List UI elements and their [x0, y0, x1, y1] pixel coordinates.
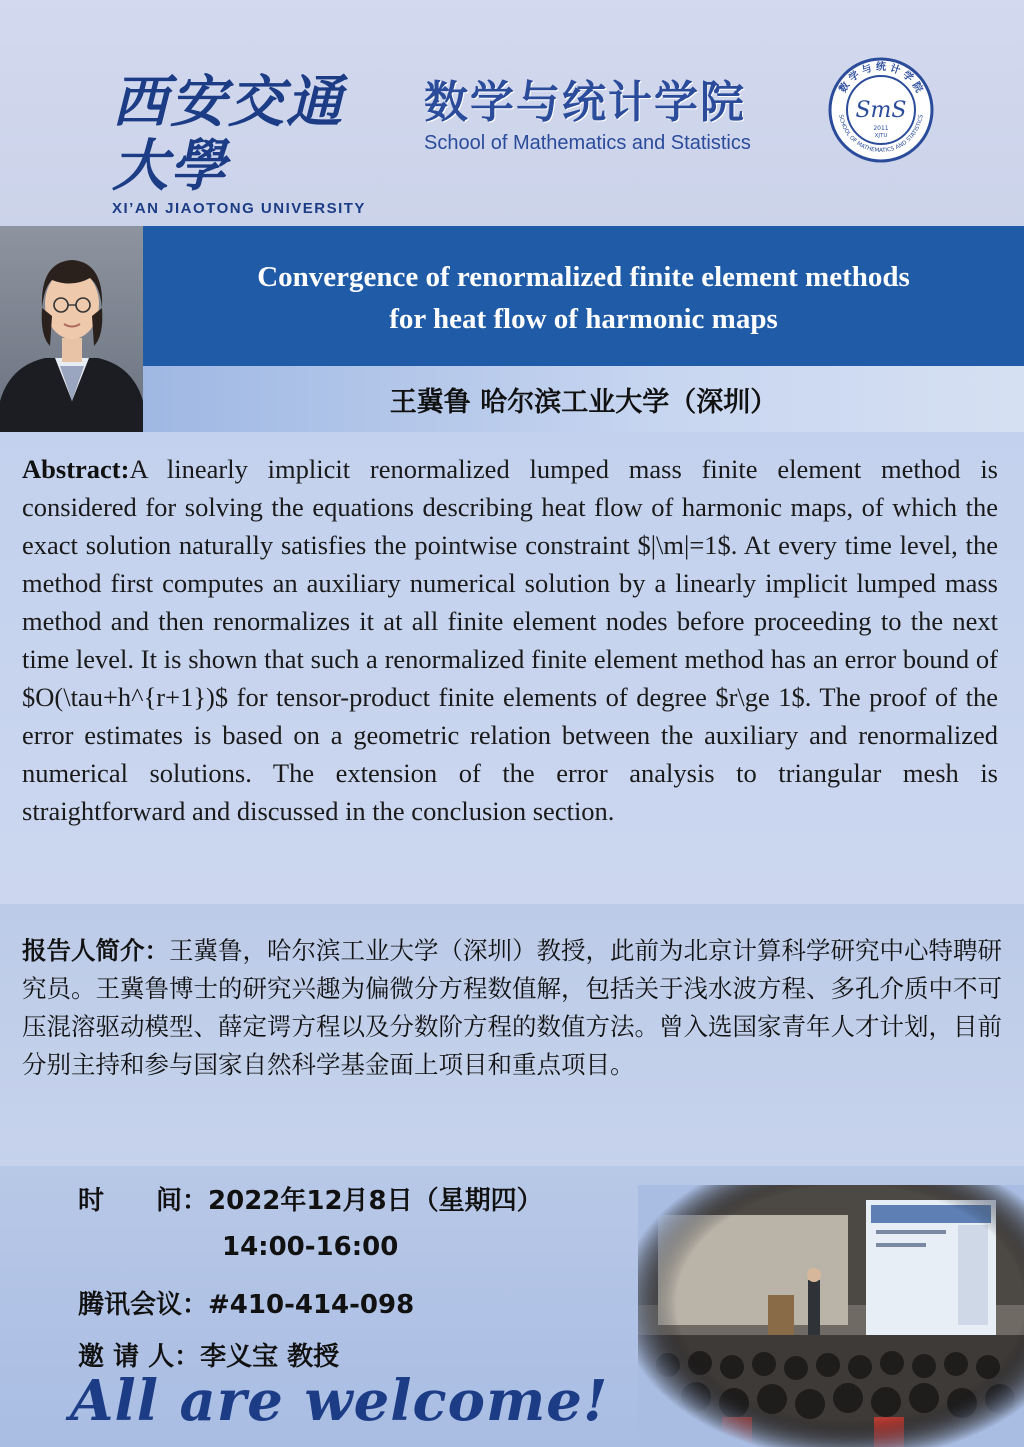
talk-title-line-2: for heat flow of harmonic maps	[389, 303, 778, 335]
xjtu-name-cn: 西安交通大學	[112, 69, 344, 199]
host-label: 邀 请 人：	[78, 1342, 201, 1372]
meeting-label: 腾讯会议：	[78, 1290, 209, 1320]
speaker-name: 王冀鲁 哈尔滨工业大学（深圳）	[389, 387, 778, 418]
abstract-text: A linearly implicit renormalized lumped mass finite element method is considered for solving the equations describing heat flow of harmonic maps, of which the exact solution naturally satisfies the pointwise constraint $|\m|=1$. At every time level, the method first computes an auxiliary numerical solution by a linearly implicit lumped mass method and then renormalizes it at all finite element nodes before proceeding to the next time level. It is shown that such a renormalized finite element method has an error bound of $O(\tau+h^{r+1})$ for tensor-product finite elements of degree $r\ge 1$. The proof of the error estimates is based on a geometric relation between the auxiliary and renormalized numerical solutions. The extension of the error analysis to triangular mesh is straightforward and discussed in the conclusion section.	[22, 454, 998, 826]
hours-value: 14:00-16:00	[222, 1232, 399, 1262]
header	[0, 0, 1024, 226]
bio-text: 王冀鲁，哈尔滨工业大学（深圳）教授，此前为北京计算科学研究中心特聘研究员。王冀鲁博士的研究兴趣为偏微分方程数值解，包括关于浅水波方程、多孔介质中不可压混溶驱动模型、薛定谔方程以及分数阶方程的数值方法。曾入选国家青年人才计划，目前分别主持和参与国家自然科学基金面上项目和重点项目。	[22, 936, 1002, 1079]
date-value: 2022年12月8日（星期四）	[208, 1186, 543, 1216]
talk-title	[143, 256, 1024, 340]
seal-ring-text: 数 学 与 统 计 学 院	[837, 62, 925, 95]
bio-paragraph	[22, 932, 1002, 1084]
lecture-hall-image	[638, 1185, 1024, 1447]
welcome-text: All are welcome!	[70, 1368, 609, 1434]
time-label: 时 间：	[78, 1186, 209, 1216]
seal-ring-text-en: SCHOOL OF MATHEMATICS AND STATISTICS	[837, 114, 925, 155]
talk-title-band	[143, 226, 1024, 366]
school-name-en: School of Mathematics and Statistics	[424, 132, 751, 154]
xjtu-name-en: XI’AN JIAOTONG UNIVERSITY	[112, 200, 366, 217]
time-row	[78, 1180, 543, 1217]
school-name-cn: 数学与统计学院	[424, 77, 746, 128]
abstract-section	[0, 432, 1024, 904]
abstract-label: Abstract:	[22, 454, 130, 484]
talk-title-line-1: Convergence of renormalized finite element methods	[257, 261, 910, 293]
meeting-row	[78, 1284, 414, 1321]
meeting-id: #410-414-098	[208, 1290, 415, 1320]
xjtu-logo	[112, 70, 392, 217]
school-seal-icon	[827, 56, 935, 164]
bio-label: 报告人简介：	[22, 936, 169, 965]
seal-year: 2011	[873, 125, 889, 132]
school-logo	[424, 76, 794, 155]
bio-section	[0, 904, 1024, 1166]
speaker-photo	[0, 226, 143, 432]
abstract-paragraph	[22, 450, 998, 830]
speaker-band	[143, 366, 1024, 432]
host-value: 李义宝 教授	[200, 1342, 340, 1372]
seal-abbr: XJTU	[874, 133, 888, 139]
seal-center-text: SmS	[855, 98, 907, 123]
